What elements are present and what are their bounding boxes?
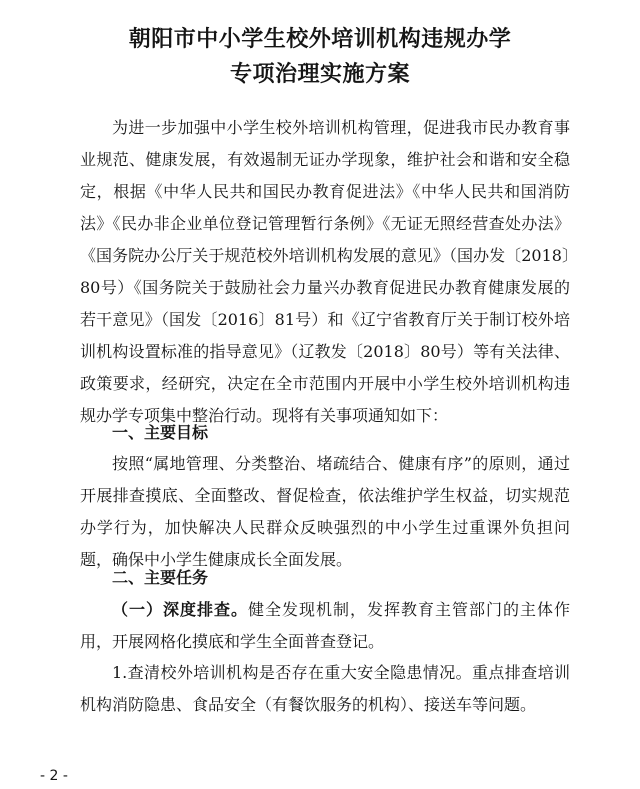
intro-paragraph: 为进一步加强中小学生校外培训机构管理，促进我市民办教育事业规范、健康发展，有效遏制无证办学现象，维护社会和谐和安全稳定，根据《中华人民共和国民办教育促进法》《中华人民共和国消防法》《民办非企业单位登记管理暂行条例》《无证无照经营查处办法》《国务院办公厅关于规范校外培训机构发展的意见》（国办发〔2018〕80号）《国务院关于鼓励社会力量兴办教育促进民办教育健康发展的若干意见》（国发〔2016〕81号）和《辽宁省教育厅关于制订校外培训机构设置标准的指导意见》（辽教发〔2018〕80号）等有关法律、政策要求，经研究，决定在全市范围内开展中小学生校外培训机构违规办学专项集中整治行动。现将有关事项通知如下： [80, 118, 570, 425]
document-title-line1: 朝阳市中小学生校外培训机构违规办学 [128, 27, 512, 52]
section-heading-goals: 一、主要目标 [112, 423, 209, 442]
subheading-deep-investigation: （一）深度排查。 [112, 600, 248, 619]
task-paragraph-investigation [80, 594, 570, 658]
document-title-line2: 专项治理实施方案 [229, 62, 410, 87]
task-item-1: 1.查清校外培训机构是否存在重大安全隐患情况。重点排查培训机构消防隐患、食品安全（有餐饮服务的机构）、接送车等问题。 [80, 663, 570, 714]
goals-paragraph: 按照“属地管理、分类整治、堵疏结合、健康有序”的原则，通过开展排查摸底、全面整改、督促检查，依法维护学生权益，切实规范办学行为，加快解决人民群众反映强烈的中小学生过重课外负担问题，确保中小学生健康成长全面发展。 [80, 454, 570, 569]
section-heading-tasks: 二、主要任务 [112, 568, 209, 587]
task-paragraph-text: 健全发现机制，发挥教育主管部门的主体作用，开展网格化摸底和学生全面普查登记。 [80, 600, 570, 651]
page-number: - 2 - [40, 768, 68, 784]
